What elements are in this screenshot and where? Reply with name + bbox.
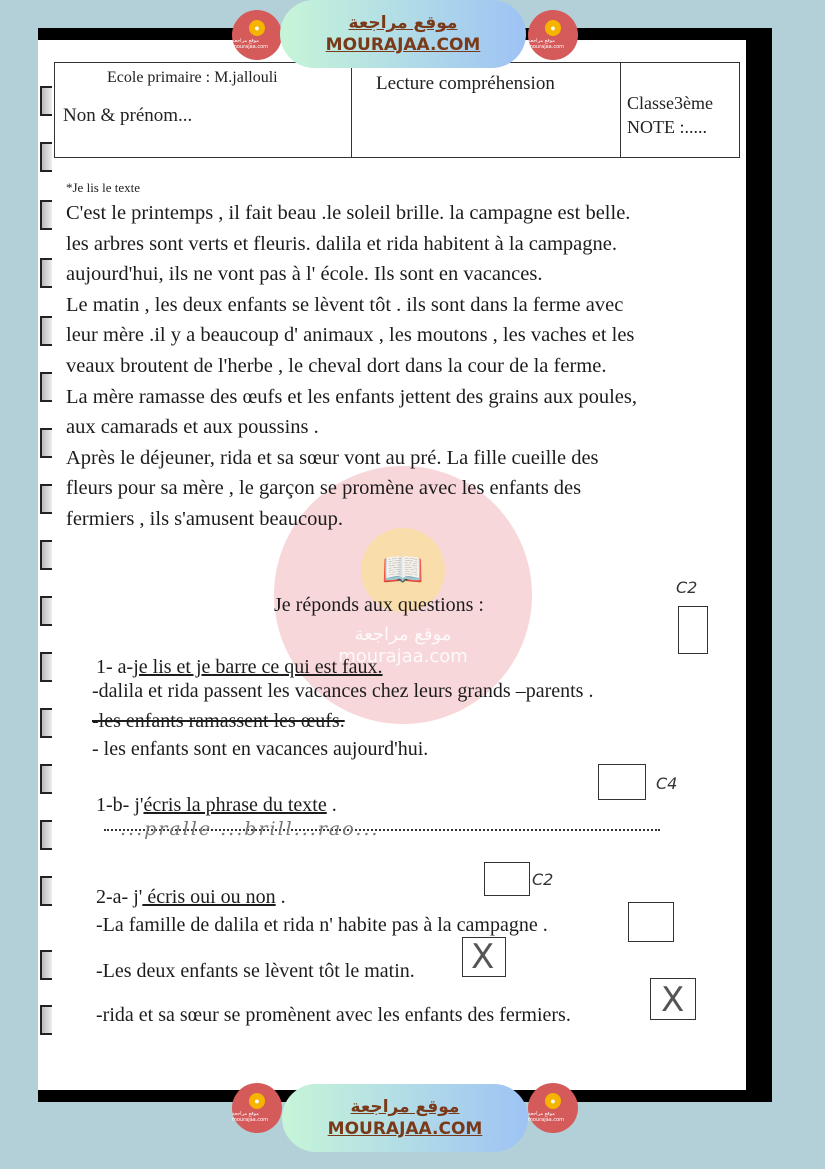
header-subject-cell (352, 63, 621, 157)
site-banner-top[interactable] (280, 0, 526, 68)
header-class-cell (621, 63, 739, 157)
site-badge-left[interactable] (232, 1083, 282, 1133)
badge-text: موقع مراجعة mourajaa.com (232, 38, 269, 50)
question-instruction: écris la phrase du texte (143, 794, 327, 816)
school-name: Ecole primaire : M.jallouli (107, 69, 278, 86)
punctuation: . (275, 886, 286, 908)
header-table (54, 62, 740, 158)
binding-mark (40, 652, 52, 682)
binding-mark (40, 86, 52, 116)
q1a-item-struck[interactable]: -les enfants ramassent les œufs. (92, 710, 345, 732)
badge-text: موقع مراجعة mourajaa.com (528, 38, 565, 50)
reading-instruction: *Je lis le texte (66, 180, 141, 195)
binding-mark (40, 1005, 52, 1035)
site-badge-right[interactable] (528, 10, 578, 60)
watermark-latin: mourajaa.com (338, 646, 468, 667)
binding-mark (40, 200, 52, 230)
binding-mark (40, 764, 52, 794)
answer-checkbox[interactable] (628, 902, 674, 942)
binding-mark (40, 372, 52, 402)
passage-line: fermiers , ils s'amusent beaucoup. (66, 507, 343, 530)
score-box-q1b[interactable] (598, 764, 646, 800)
site-badge-right[interactable] (528, 1083, 578, 1133)
binding-mark (40, 428, 52, 458)
question-instruction: je lis et je barre ce qui est faux. (133, 656, 383, 678)
binding-mark (40, 316, 52, 346)
book-icon: ● (545, 20, 561, 36)
binding-mark (40, 484, 52, 514)
header-school-cell (55, 63, 352, 157)
book-icon: ● (249, 1093, 265, 1109)
passage-line: les arbres sont verts et fleuris. dalila et rida habitent à la campagne. (66, 232, 618, 255)
site-badge-left[interactable] (232, 10, 282, 60)
binding-mark (40, 950, 52, 980)
q1a-item[interactable]: -dalila et rida passent les vacances chez leurs grands –parents . (92, 680, 594, 702)
book-icon: ● (545, 1093, 561, 1109)
binding-mark (40, 876, 52, 906)
binding-mark (40, 708, 52, 738)
criterion-label: C4 (656, 774, 678, 793)
question-number: 1-b- j' (96, 794, 144, 816)
site-banner-bottom[interactable] (282, 1084, 528, 1152)
punctuation: . (326, 794, 337, 816)
badge-text: موقع مراجعة mourajaa.com (528, 1111, 565, 1123)
student-name-field[interactable]: Non & prénom... (63, 105, 193, 126)
reading-passage (66, 198, 746, 535)
questions-title: Je réponds aux questions : (274, 594, 484, 616)
banner-latin: MOURAJAA.COM (327, 1119, 483, 1139)
answer-checkbox[interactable] (462, 937, 506, 977)
binding-mark (40, 540, 52, 570)
question-number: 2-a- j' (96, 886, 143, 908)
passage-line: fleurs pour sa mère , le garçon se promène avec les enfants des (66, 477, 582, 500)
criterion-label: C2 (532, 870, 554, 889)
x-mark-icon: X (471, 937, 495, 977)
passage-line: C'est le printemps , il fait beau .le soleil brille. la campagne est belle. (66, 202, 631, 224)
answer-checkbox[interactable] (650, 978, 696, 1020)
banner-arabic: موقع مراجعة (350, 1097, 460, 1117)
banner-latin: MOURAJAA.COM (325, 35, 481, 55)
watermark-arabic: موقع مراجعة (354, 624, 452, 645)
handwritten-answer: ...pralle ...brill...rao... (120, 818, 380, 840)
score-box-q2a[interactable] (484, 862, 530, 896)
x-mark-icon: X (661, 980, 685, 1020)
passage-line: Après le déjeuner, rida et sa sœur vont au pré. La fille cueille des (66, 446, 599, 469)
subject-title: Lecture compréhension (376, 73, 555, 94)
criterion-label: C2 (676, 578, 698, 597)
question-2a (96, 886, 286, 909)
binding-mark (40, 258, 52, 288)
q1a-item[interactable]: - les enfants sont en vacances aujourd'hui. (92, 738, 429, 760)
question-1b (96, 794, 337, 817)
note-field[interactable]: NOTE :..... (627, 117, 707, 137)
passage-line: leur mère .il y a beaucoup d' animaux , les moutons , les vaches et les (66, 324, 635, 347)
passage-line: veaux broutent de l'herbe , le cheval dort dans la cour de la ferme. (66, 354, 607, 377)
class-label: Classe3ème (627, 93, 713, 113)
binding-mark (40, 596, 52, 626)
book-icon: ● (249, 20, 265, 36)
binding-mark (40, 142, 52, 172)
score-box-q1a[interactable] (678, 606, 708, 654)
passage-line: La mère ramasse des œufs et les enfants jettent des grains aux poules, (66, 385, 637, 408)
passage-line: Le matin , les deux enfants se lèvent tôt . ils sont dans la ferme avec (66, 293, 624, 316)
badge-text: موقع مراجعة mourajaa.com (232, 1111, 269, 1123)
book-icon: 📖 (361, 528, 445, 612)
q2a-item: -La famille de dalila et rida n' habite pas à la campagne . (96, 914, 548, 936)
question-instruction: écris oui ou non (142, 886, 276, 908)
q2a-item: -rida et sa sœur se promènent avec les enfants des fermiers. (96, 1004, 571, 1026)
passage-line: aux camarads et aux poussins . (66, 416, 319, 439)
banner-arabic: موقع مراجعة (348, 13, 458, 33)
question-number: 1- a- (96, 656, 134, 678)
q2a-item: -Les deux enfants se lèvent tôt le matin. (96, 960, 415, 982)
question-1a (96, 656, 383, 679)
binding-mark (40, 820, 52, 850)
passage-line: aujourd'hui, ils ne vont pas à l' école. Ils sont en vacances. (66, 263, 543, 286)
